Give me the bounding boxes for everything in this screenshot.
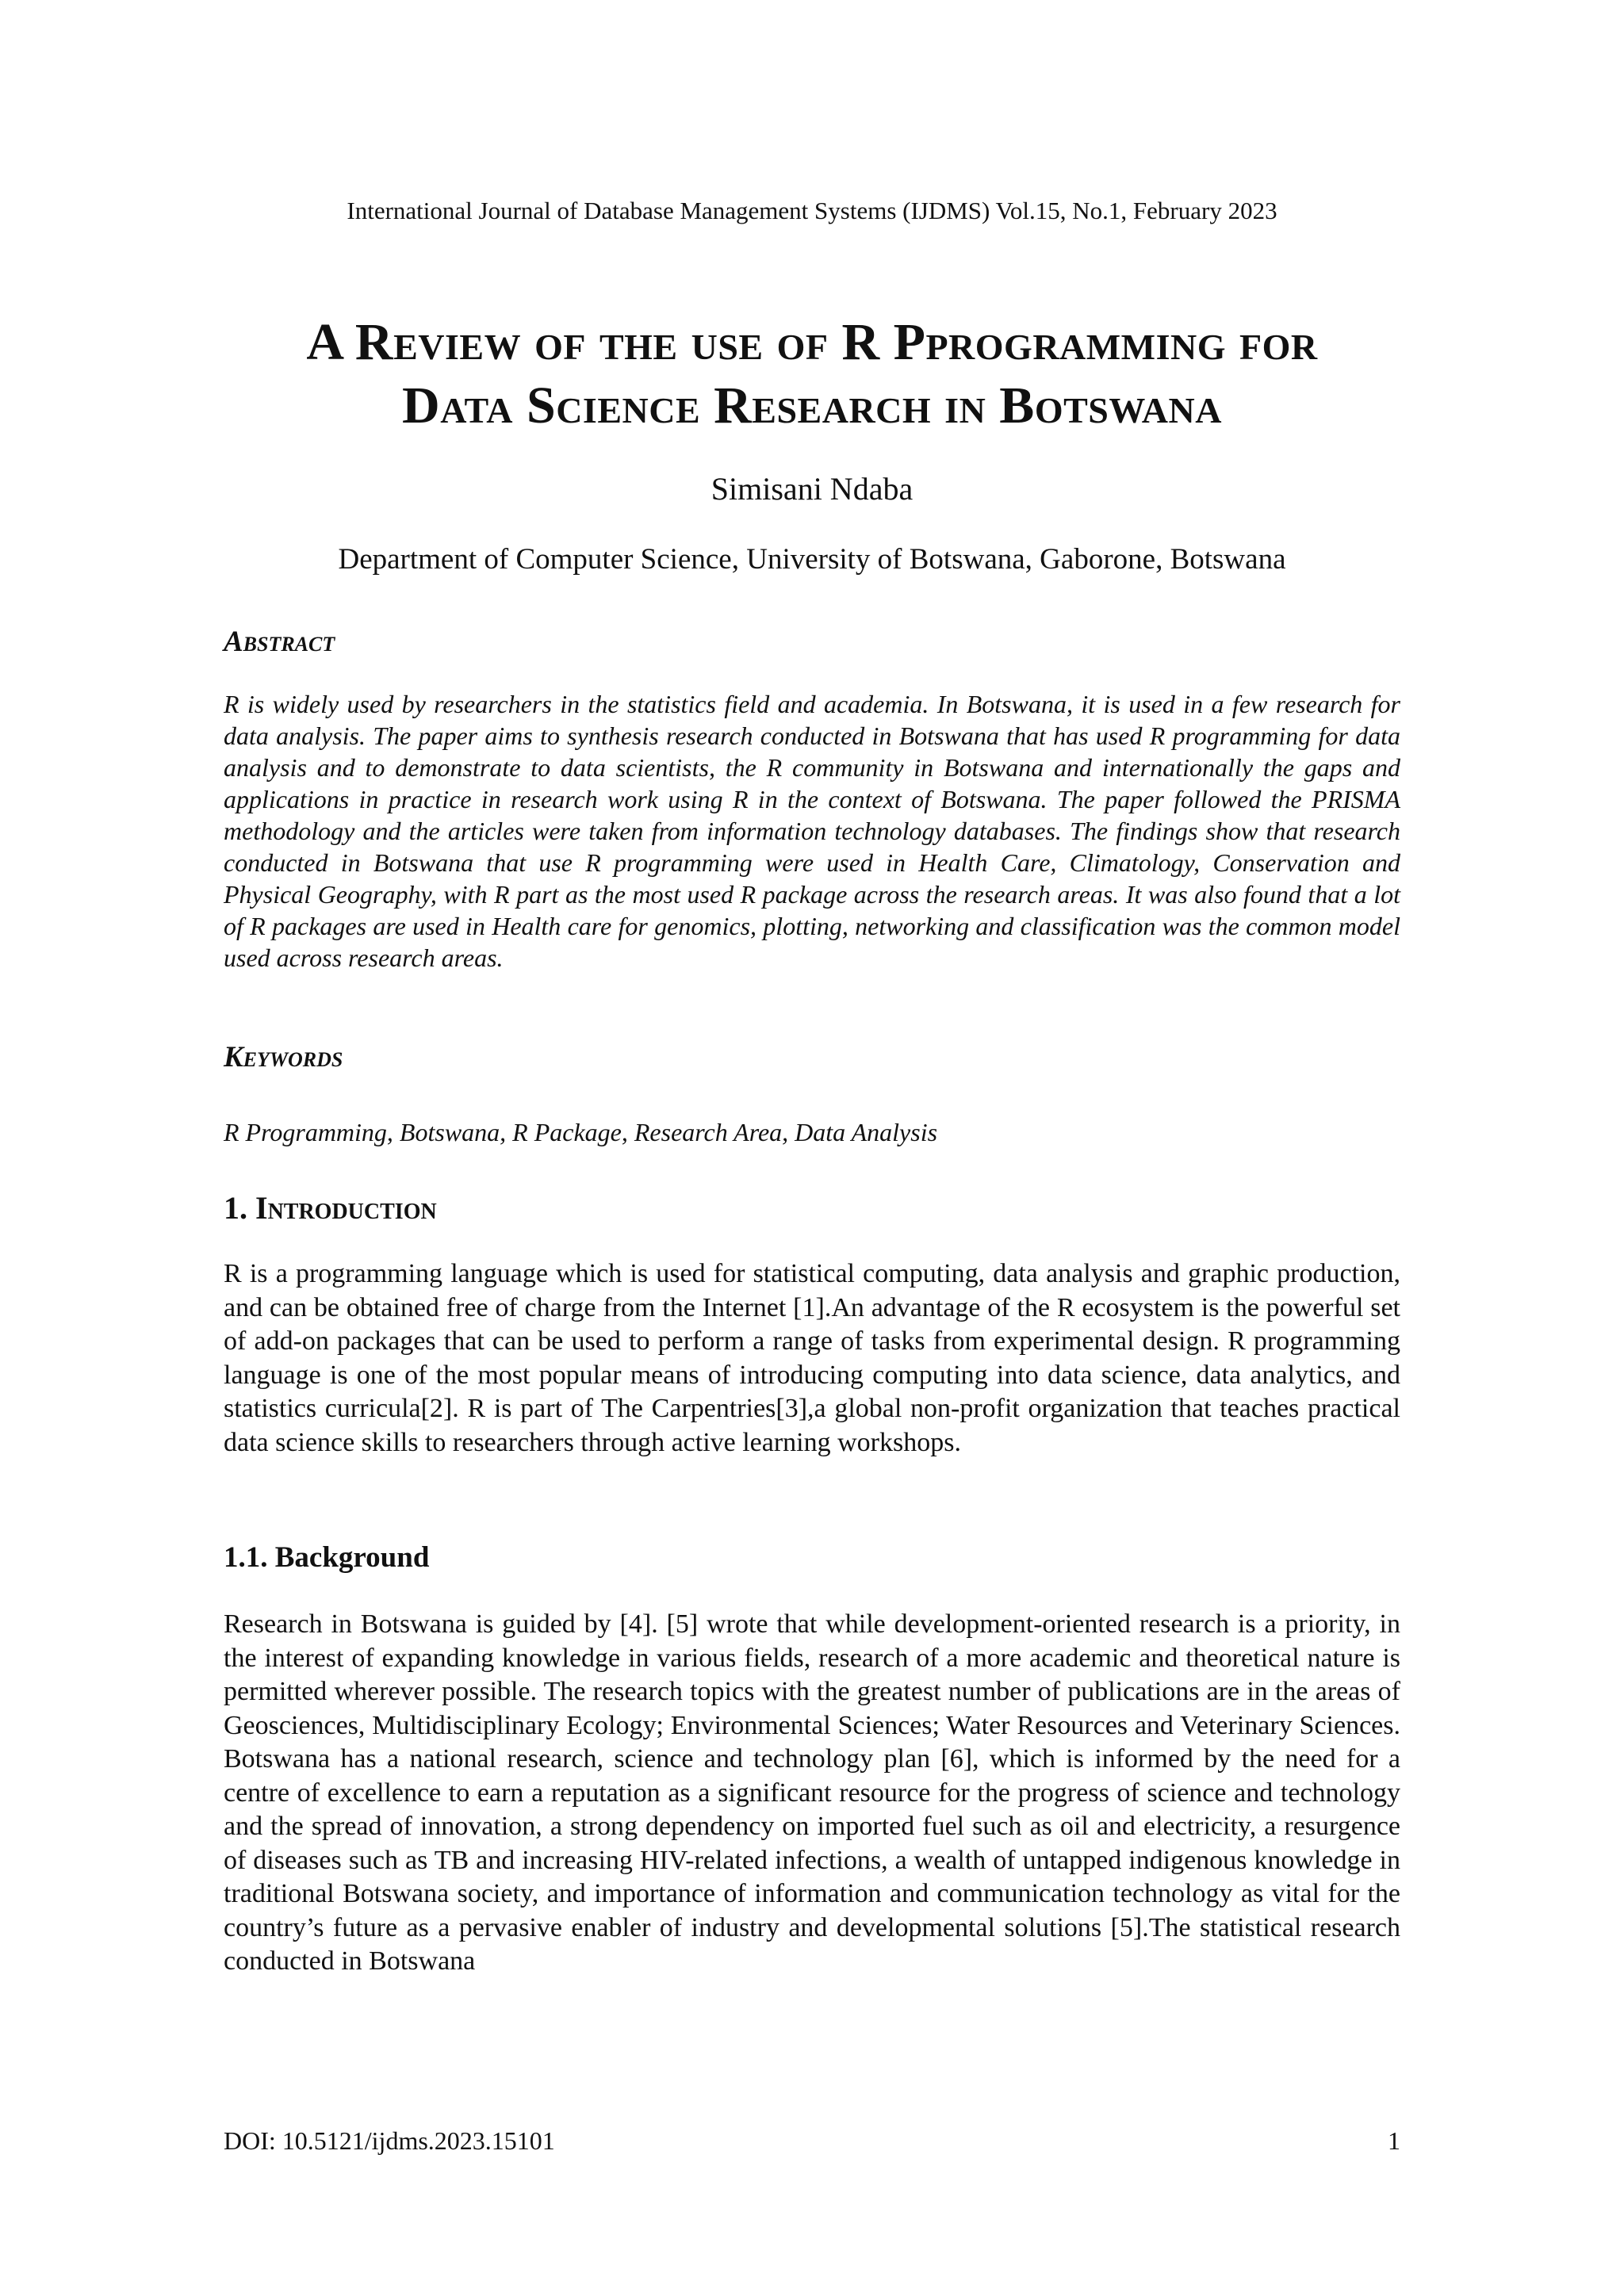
background-heading-block [224,1540,1400,1576]
paper-title-line-2: Data Science Research in Botswana [402,377,1222,434]
keywords-block [224,1116,1400,1148]
paper-title [0,311,1624,438]
page-footer [224,2125,1400,2156]
running-header: International Journal of Database Management Systems (IJDMS) Vol.15, No.1, February 2023 [347,197,1277,224]
abstract-text: R is widely used by researchers in the statistics field and academia. In Botswana, it is used in a few research for data analysis. The paper aims to synthesis research conducted in Botswana that has used R programming for data analysis and to demonstrate to data scientists, the R community in Botswana and internationally the gaps and applications in practice in research work using R in the context of Botswana. The paper followed the PRISMA methodology and the articles were taken from information technology databases. The findings show that research conducted in Botswana that use R programming were used in Health Care, Climatology, Conservation and Physical Geography, with R part as the most used R package across the research areas. It was also found that a lot of R packages are used in Health care for genomics, plotting, networking and classification was the common model used across research areas. [224,690,1400,972]
introduction-heading: 1. Introduction [224,1190,437,1226]
keywords-text: R Programming, Botswana, R Package, Research Area, Data Analysis [224,1118,938,1146]
background-block [224,1608,1400,1979]
abstract-block [224,688,1400,974]
introduction-heading-block [224,1189,1400,1227]
doi-text: DOI: 10.5121/ijdms.2023.15101 [224,2126,555,2155]
page-number: 1 [1388,2126,1400,2155]
background-heading: 1.1. Background [224,1541,430,1574]
keywords-heading: Keywords [224,1041,343,1073]
keywords-heading-block [224,1040,1400,1075]
background-text: Research in Botswana is guided by [4]. [5] wrote that while development-oriented research is a priority, in the interest of expanding knowledge in various fields, research of a more academic and theoretical nature is permitted wherever possible. The research topics with the greatest number of publications are in the areas of Geosciences, Multidisciplinary Ecology; Environmental Sciences; Water Resources and Veterinary Sciences. Botswana has a national research, science and technology plan [6], which is informed by the need for a centre of excellence to earn a reputation as a significant resource for the progress of science and technology and the spread of innovation, a strong dependency on imported fuel such as oil and electricity, a resurgence of diseases such as TB and increasing HIV-related infections, a wealth of untapped indigenous knowledge in traditional Botswana society, and importance of information and communication technology as vital for the country’s future as a pervasive enabler of industry and developmental solutions [5].The statistical research conducted in Botswana [224,1609,1400,1976]
introduction-block [224,1257,1400,1460]
introduction-text: R is a programming language which is used for statistical computing, data analysis and graphic production, and can be obtained free of charge from the Internet [1].An advantage of the R ecosystem is the powerful set of add-on packages that can be used to perform a range of tasks from experimental design. R programming language is one of the most popular means of introducing computing into data science, data analytics, and statistics curricula[2]. R is part of The Carpentries[3],a global non-profit organization that teaches practical data science skills to researchers through active learning workshops. [224,1259,1400,1457]
paper-title-line-1: A Review of the use of R Pprogramming for [306,313,1318,371]
author-name: Simisani Ndaba [710,471,914,507]
abstract-heading-block [224,625,1400,660]
abstract-heading: Abstract [224,626,335,658]
author-affiliation: Department of Computer Science, University of Botswana, Gaborone, Botswana [338,543,1286,576]
